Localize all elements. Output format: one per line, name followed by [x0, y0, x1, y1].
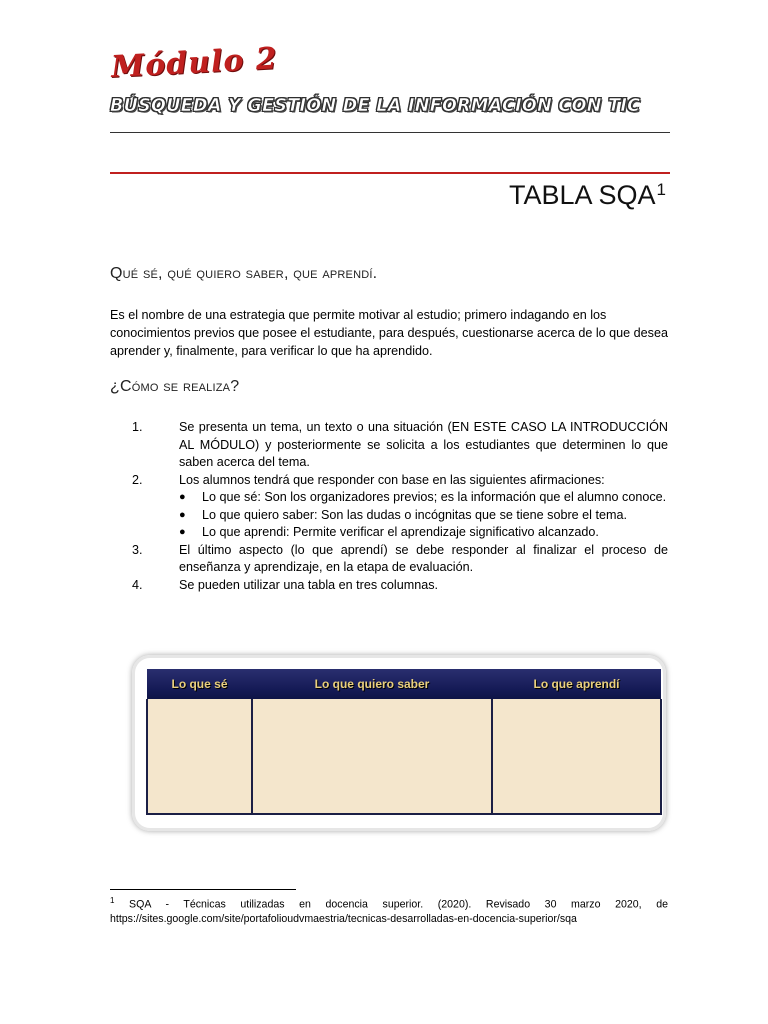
step-item: [110, 419, 668, 472]
bullet-item: [179, 524, 668, 542]
footnote-text: SQA - Técnicas utilizadas en docencia superior. (2020). Revisado 30 marzo 2020, de https://sites.google.com/site/portafolioudvmaestria/tecnicas-desarrolladas-en-docencia-superior/sqa: [110, 898, 668, 925]
bullet-text: Lo que aprendi: Permite verificar el aprendizaje significativo alcanzado.: [202, 525, 599, 539]
bullet-text: Lo que sé: Son los organizadores previos; es la información que el alumno conoce.: [202, 490, 667, 504]
sqa-header-want: Lo que quiero saber: [252, 669, 492, 699]
step-text: Se pueden utilizar una tabla en tres columnas.: [179, 577, 439, 592]
step-text: El último aspecto (lo que aprendí) se debe responder al finalizar el proceso de enseñanza y aprendizaje, en la etapa de evaluación.: [179, 542, 668, 574]
page-title: [509, 180, 666, 211]
definition-paragraph: Es el nombre de una estrategia que permite motivar al estudio; primero indagando en los conocimientos previos que posee el estudiante, para después, cuestionarse acerca de lo que desea aprender y, finalmente, para verificar lo que ha aprendido.: [110, 308, 668, 358]
step-number: 2.: [132, 472, 143, 487]
footnote-divider: [110, 889, 296, 890]
bullet-icon: ●: [179, 491, 186, 503]
bullet-icon: ●: [179, 508, 186, 521]
bullet-icon: ●: [179, 526, 186, 538]
header-divider: [110, 132, 670, 133]
module-label: Módulo 2: [110, 41, 279, 85]
page-title-text: TABLA SQA: [508, 180, 656, 210]
section-heading-how: [110, 378, 239, 396]
section-heading-definition-text: Qué sé, qué quiero saber, que aprendí.: [110, 265, 378, 282]
sqa-table-image: [132, 655, 666, 831]
title-divider: [110, 172, 670, 174]
step-text: Los alumnos tendrá que responder con base en las siguientes afirmaciones:: [179, 472, 605, 487]
step-item: [110, 577, 668, 595]
sqa-header-learned: Lo que aprendí: [492, 669, 661, 699]
title-footnote-ref[interactable]: 1: [656, 180, 666, 199]
step-number: 4.: [132, 577, 143, 592]
step-item: [110, 472, 668, 490]
sqa-header-know: Lo que sé: [147, 669, 252, 699]
bullet-item: [179, 489, 668, 507]
steps-list: [110, 419, 668, 594]
footnote: [110, 894, 668, 926]
bullet-item: [179, 507, 668, 525]
bullet-text: Lo que quiero saber: Son las dudas o incógnitas que se tiene sobre el tema.: [202, 507, 627, 522]
step-number: 1.: [132, 420, 143, 434]
affirmations-list: [110, 489, 668, 542]
section-heading-how-text: ¿Cómo se realiza?: [110, 378, 240, 395]
sqa-cell-learned: [492, 699, 661, 814]
section-heading-definition: [110, 265, 377, 283]
sqa-cell-want: [252, 699, 492, 814]
module-subtitle: BÚSQUEDA Y GESTIÓN DE LA INFORMACIÓN CON TIC: [110, 96, 641, 116]
step-text: Se presenta un tema, un texto o una situación (EN ESTE CASO LA INTRODUCCIÓN AL MÓDULO) y posteriormente se solicita a los estudiantes que determinen lo que saben acerca del tema.: [179, 420, 668, 469]
step-item: [110, 542, 668, 577]
step-number: 3.: [132, 542, 143, 557]
footnote-marker: 1: [110, 896, 115, 905]
sqa-table: [146, 669, 662, 815]
sqa-cell-know: [147, 699, 252, 814]
